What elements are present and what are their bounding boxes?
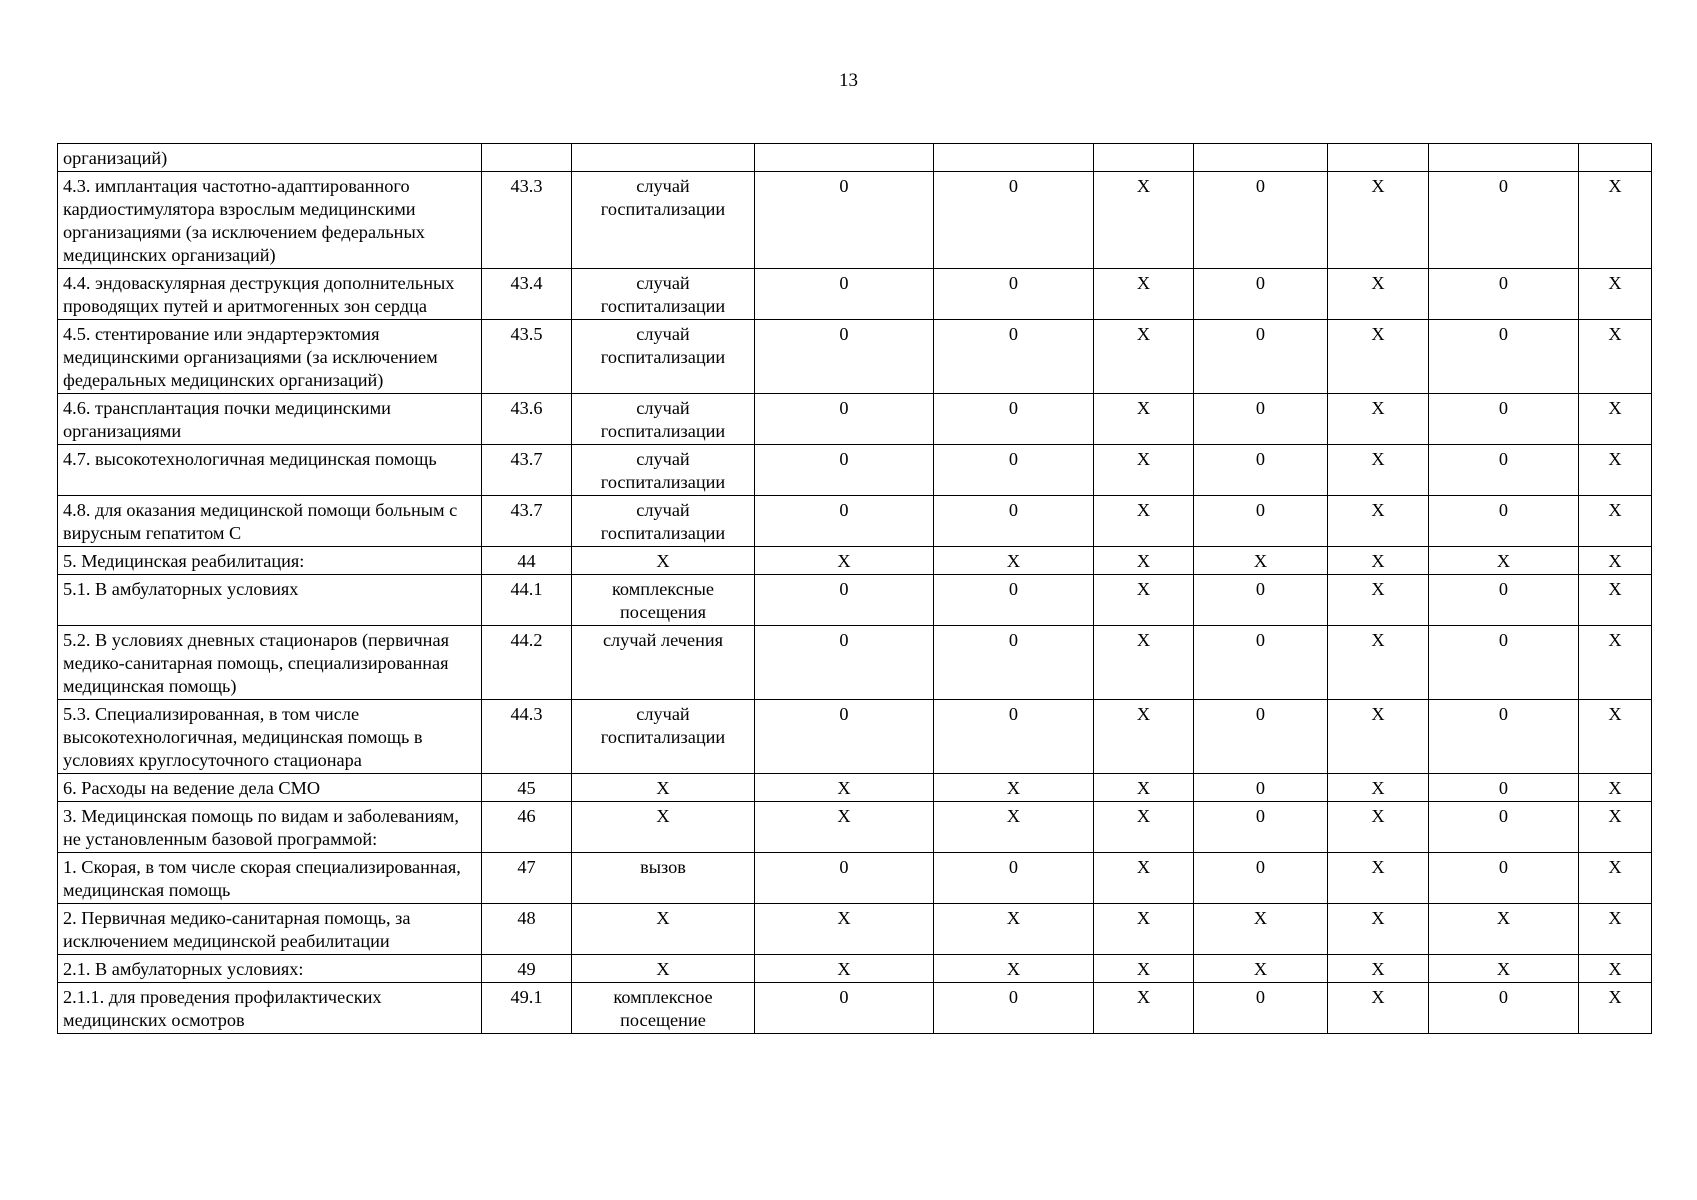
row-unit-cell: X — [572, 955, 755, 983]
value-cell: X — [1328, 904, 1429, 955]
row-name-cell: 1. Скорая, в том числе скорая специализированная, медицинская помощь — [58, 853, 482, 904]
row-name-cell: 4.3. имплантация частотно-адаптированного кардиостимулятора взрослым медицинскими организациями (за исключением федеральных медицинских организаций) — [58, 172, 482, 269]
value-cell: X — [934, 904, 1094, 955]
value-cell: X — [1579, 394, 1652, 445]
value-cell: X — [1579, 547, 1652, 575]
value-cell: X — [1328, 774, 1429, 802]
table-row — [58, 496, 1652, 547]
value-cell: 0 — [1194, 802, 1328, 853]
row-code-cell: 44 — [482, 547, 572, 575]
value-cell: X — [1429, 955, 1579, 983]
row-unit-cell: X — [572, 547, 755, 575]
table-row — [58, 774, 1652, 802]
value-cell: X — [1094, 269, 1194, 320]
value-cell: 0 — [934, 269, 1094, 320]
value-cell: X — [1094, 983, 1194, 1034]
value-cell: 0 — [1429, 802, 1579, 853]
value-cell: X — [1579, 802, 1652, 853]
value-cell: X — [1194, 547, 1328, 575]
value-cell: 0 — [755, 496, 934, 547]
table-row — [58, 700, 1652, 774]
value-cell: X — [1094, 172, 1194, 269]
value-cell — [1429, 144, 1579, 172]
row-code-cell — [482, 144, 572, 172]
value-cell: X — [934, 774, 1094, 802]
value-cell: 0 — [1194, 394, 1328, 445]
row-unit-cell: случай госпитализации — [572, 269, 755, 320]
table-row — [58, 853, 1652, 904]
value-cell: 0 — [1194, 496, 1328, 547]
value-cell: X — [1429, 547, 1579, 575]
value-cell — [1579, 144, 1652, 172]
row-name-cell: 5.1. В амбулаторных условиях — [58, 575, 482, 626]
value-cell: 0 — [755, 269, 934, 320]
row-unit-cell: случай госпитализации — [572, 394, 755, 445]
row-unit-cell: комплексные посещения — [572, 575, 755, 626]
value-cell: 0 — [1194, 626, 1328, 700]
value-cell: X — [1328, 802, 1429, 853]
row-name-cell: 4.5. стентирование или эндартерэктомия медицинскими организациями (за исключением федеральных медицинских организаций) — [58, 320, 482, 394]
value-cell: 0 — [1429, 394, 1579, 445]
value-cell: X — [1094, 700, 1194, 774]
table-row — [58, 445, 1652, 496]
value-cell: X — [1579, 983, 1652, 1034]
value-cell — [1094, 144, 1194, 172]
row-unit-cell: случай госпитализации — [572, 700, 755, 774]
value-cell: 0 — [755, 853, 934, 904]
value-cell: 0 — [934, 394, 1094, 445]
value-cell: X — [1579, 269, 1652, 320]
value-cell: 0 — [1429, 700, 1579, 774]
value-cell: 0 — [1194, 983, 1328, 1034]
row-name-cell: 5.3. Специализированная, в том числе высокотехнологичная, медицинская помощь в условиях круглосуточного стационара — [58, 700, 482, 774]
table-row — [58, 144, 1652, 172]
table-row — [58, 269, 1652, 320]
row-name-cell: 5. Медицинская реабилитация: — [58, 547, 482, 575]
value-cell: 0 — [934, 496, 1094, 547]
value-cell: X — [1579, 853, 1652, 904]
value-cell: X — [755, 955, 934, 983]
value-cell: 0 — [934, 853, 1094, 904]
value-cell: X — [1094, 394, 1194, 445]
value-cell: X — [934, 547, 1094, 575]
value-cell: 0 — [934, 626, 1094, 700]
row-unit-cell: случай госпитализации — [572, 496, 755, 547]
value-cell: 0 — [755, 320, 934, 394]
value-cell: X — [755, 774, 934, 802]
value-cell: X — [1579, 774, 1652, 802]
value-cell: X — [1094, 853, 1194, 904]
value-cell: 0 — [755, 700, 934, 774]
value-cell: X — [1328, 547, 1429, 575]
value-cell: 0 — [1194, 853, 1328, 904]
value-cell: 0 — [1194, 172, 1328, 269]
value-cell: 0 — [1194, 320, 1328, 394]
value-cell: 0 — [1429, 626, 1579, 700]
value-cell: X — [1579, 496, 1652, 547]
value-cell: 0 — [755, 983, 934, 1034]
row-name-cell: 4.6. трансплантация почки медицинскими организациями — [58, 394, 482, 445]
value-cell: 0 — [1194, 774, 1328, 802]
value-cell: X — [1328, 496, 1429, 547]
value-cell: 0 — [1429, 983, 1579, 1034]
value-cell: X — [1094, 904, 1194, 955]
value-cell: 0 — [1429, 445, 1579, 496]
value-cell: X — [755, 802, 934, 853]
row-name-cell: 4.8. для оказания медицинской помощи больным с вирусным гепатитом С — [58, 496, 482, 547]
value-cell — [755, 144, 934, 172]
row-unit-cell: случай госпитализации — [572, 320, 755, 394]
value-cell: X — [1579, 172, 1652, 269]
value-cell: X — [1094, 445, 1194, 496]
value-cell: 0 — [934, 445, 1094, 496]
value-cell: X — [1328, 983, 1429, 1034]
table-row — [58, 547, 1652, 575]
page-number: 13 — [839, 70, 858, 91]
value-cell: 0 — [1429, 320, 1579, 394]
row-code-cell: 43.7 — [482, 445, 572, 496]
row-code-cell: 48 — [482, 904, 572, 955]
row-code-cell: 43.5 — [482, 320, 572, 394]
value-cell: X — [1579, 904, 1652, 955]
value-cell: 0 — [1429, 774, 1579, 802]
value-cell: X — [934, 802, 1094, 853]
row-unit-cell: X — [572, 802, 755, 853]
value-cell: X — [1094, 955, 1194, 983]
value-cell: 0 — [755, 172, 934, 269]
table-row — [58, 904, 1652, 955]
row-unit-cell: X — [572, 774, 755, 802]
value-cell: X — [1579, 575, 1652, 626]
row-name-cell: организаций) — [58, 144, 482, 172]
value-cell: X — [1328, 320, 1429, 394]
value-cell: 0 — [1429, 575, 1579, 626]
row-name-cell: 4.4. эндоваскулярная деструкция дополнительных проводящих путей и аритмогенных зон сердца — [58, 269, 482, 320]
value-cell: X — [755, 904, 934, 955]
value-cell: 0 — [755, 575, 934, 626]
value-cell: X — [1328, 955, 1429, 983]
value-cell: 0 — [934, 700, 1094, 774]
value-cell: 0 — [1429, 172, 1579, 269]
value-cell: X — [1328, 172, 1429, 269]
value-cell: X — [1429, 904, 1579, 955]
row-unit-cell: комплексное посещение — [572, 983, 755, 1034]
row-unit-cell — [572, 144, 755, 172]
row-code-cell: 43.6 — [482, 394, 572, 445]
table-row — [58, 172, 1652, 269]
value-cell: X — [1094, 774, 1194, 802]
row-name-cell: 2. Первичная медико-санитарная помощь, за исключением медицинской реабилитации — [58, 904, 482, 955]
row-code-cell: 45 — [482, 774, 572, 802]
row-code-cell: 43.4 — [482, 269, 572, 320]
row-code-cell: 44.2 — [482, 626, 572, 700]
table-row — [58, 626, 1652, 700]
value-cell: 0 — [934, 320, 1094, 394]
value-cell: 0 — [1429, 496, 1579, 547]
row-code-cell: 49 — [482, 955, 572, 983]
row-unit-cell: X — [572, 904, 755, 955]
value-cell: X — [1579, 445, 1652, 496]
row-unit-cell: вызов — [572, 853, 755, 904]
value-cell: X — [1094, 802, 1194, 853]
row-unit-cell: случай госпитализации — [572, 172, 755, 269]
table-row — [58, 955, 1652, 983]
row-unit-cell: случай лечения — [572, 626, 755, 700]
value-cell: 0 — [934, 172, 1094, 269]
table-row — [58, 575, 1652, 626]
value-cell: 0 — [1194, 575, 1328, 626]
value-cell: 0 — [1429, 853, 1579, 904]
value-cell: X — [1094, 496, 1194, 547]
row-code-cell: 47 — [482, 853, 572, 904]
value-cell: X — [1328, 575, 1429, 626]
value-cell: 0 — [934, 983, 1094, 1034]
table-row — [58, 802, 1652, 853]
value-cell: 0 — [755, 626, 934, 700]
table-row — [58, 320, 1652, 394]
value-cell: X — [1579, 626, 1652, 700]
table-row — [58, 983, 1652, 1034]
table-row — [58, 394, 1652, 445]
row-unit-cell: случай госпитализации — [572, 445, 755, 496]
value-cell: X — [1328, 394, 1429, 445]
row-name-cell: 2.1.1. для проведения профилактических медицинских осмотров — [58, 983, 482, 1034]
value-cell: 0 — [934, 575, 1094, 626]
value-cell: X — [1579, 320, 1652, 394]
row-name-cell: 6. Расходы на ведение дела СМО — [58, 774, 482, 802]
value-cell: 0 — [1429, 269, 1579, 320]
row-name-cell: 5.2. В условиях дневных стационаров (первичная медико-санитарная помощь, специализированная медицинская помощь) — [58, 626, 482, 700]
value-cell: 0 — [1194, 700, 1328, 774]
value-cell: X — [1328, 626, 1429, 700]
value-cell — [1194, 144, 1328, 172]
value-cell — [934, 144, 1094, 172]
value-cell: X — [1328, 445, 1429, 496]
value-cell: X — [934, 955, 1094, 983]
value-cell: X — [1094, 575, 1194, 626]
value-cell: 0 — [755, 445, 934, 496]
value-cell: X — [755, 547, 934, 575]
value-cell: X — [1328, 700, 1429, 774]
value-cell: 0 — [1194, 269, 1328, 320]
row-code-cell: 44.1 — [482, 575, 572, 626]
value-cell: X — [1094, 320, 1194, 394]
row-code-cell: 43.7 — [482, 496, 572, 547]
value-cell: X — [1094, 626, 1194, 700]
value-cell: X — [1194, 904, 1328, 955]
value-cell: X — [1194, 955, 1328, 983]
row-name-cell: 2.1. В амбулаторных условиях: — [58, 955, 482, 983]
row-code-cell: 46 — [482, 802, 572, 853]
row-code-cell: 43.3 — [482, 172, 572, 269]
value-cell: 0 — [1194, 445, 1328, 496]
value-cell: X — [1094, 547, 1194, 575]
data-table — [57, 143, 1652, 1034]
value-cell: X — [1328, 853, 1429, 904]
value-cell: X — [1579, 700, 1652, 774]
table-body — [58, 144, 1652, 1034]
row-name-cell: 4.7. высокотехнологичная медицинская помощь — [58, 445, 482, 496]
row-name-cell: 3. Медицинская помощь по видам и заболеваниям, не установленным базовой программой: — [58, 802, 482, 853]
row-code-cell: 49.1 — [482, 983, 572, 1034]
value-cell — [1328, 144, 1429, 172]
row-code-cell: 44.3 — [482, 700, 572, 774]
value-cell: 0 — [755, 394, 934, 445]
value-cell: X — [1579, 955, 1652, 983]
value-cell: X — [1328, 269, 1429, 320]
